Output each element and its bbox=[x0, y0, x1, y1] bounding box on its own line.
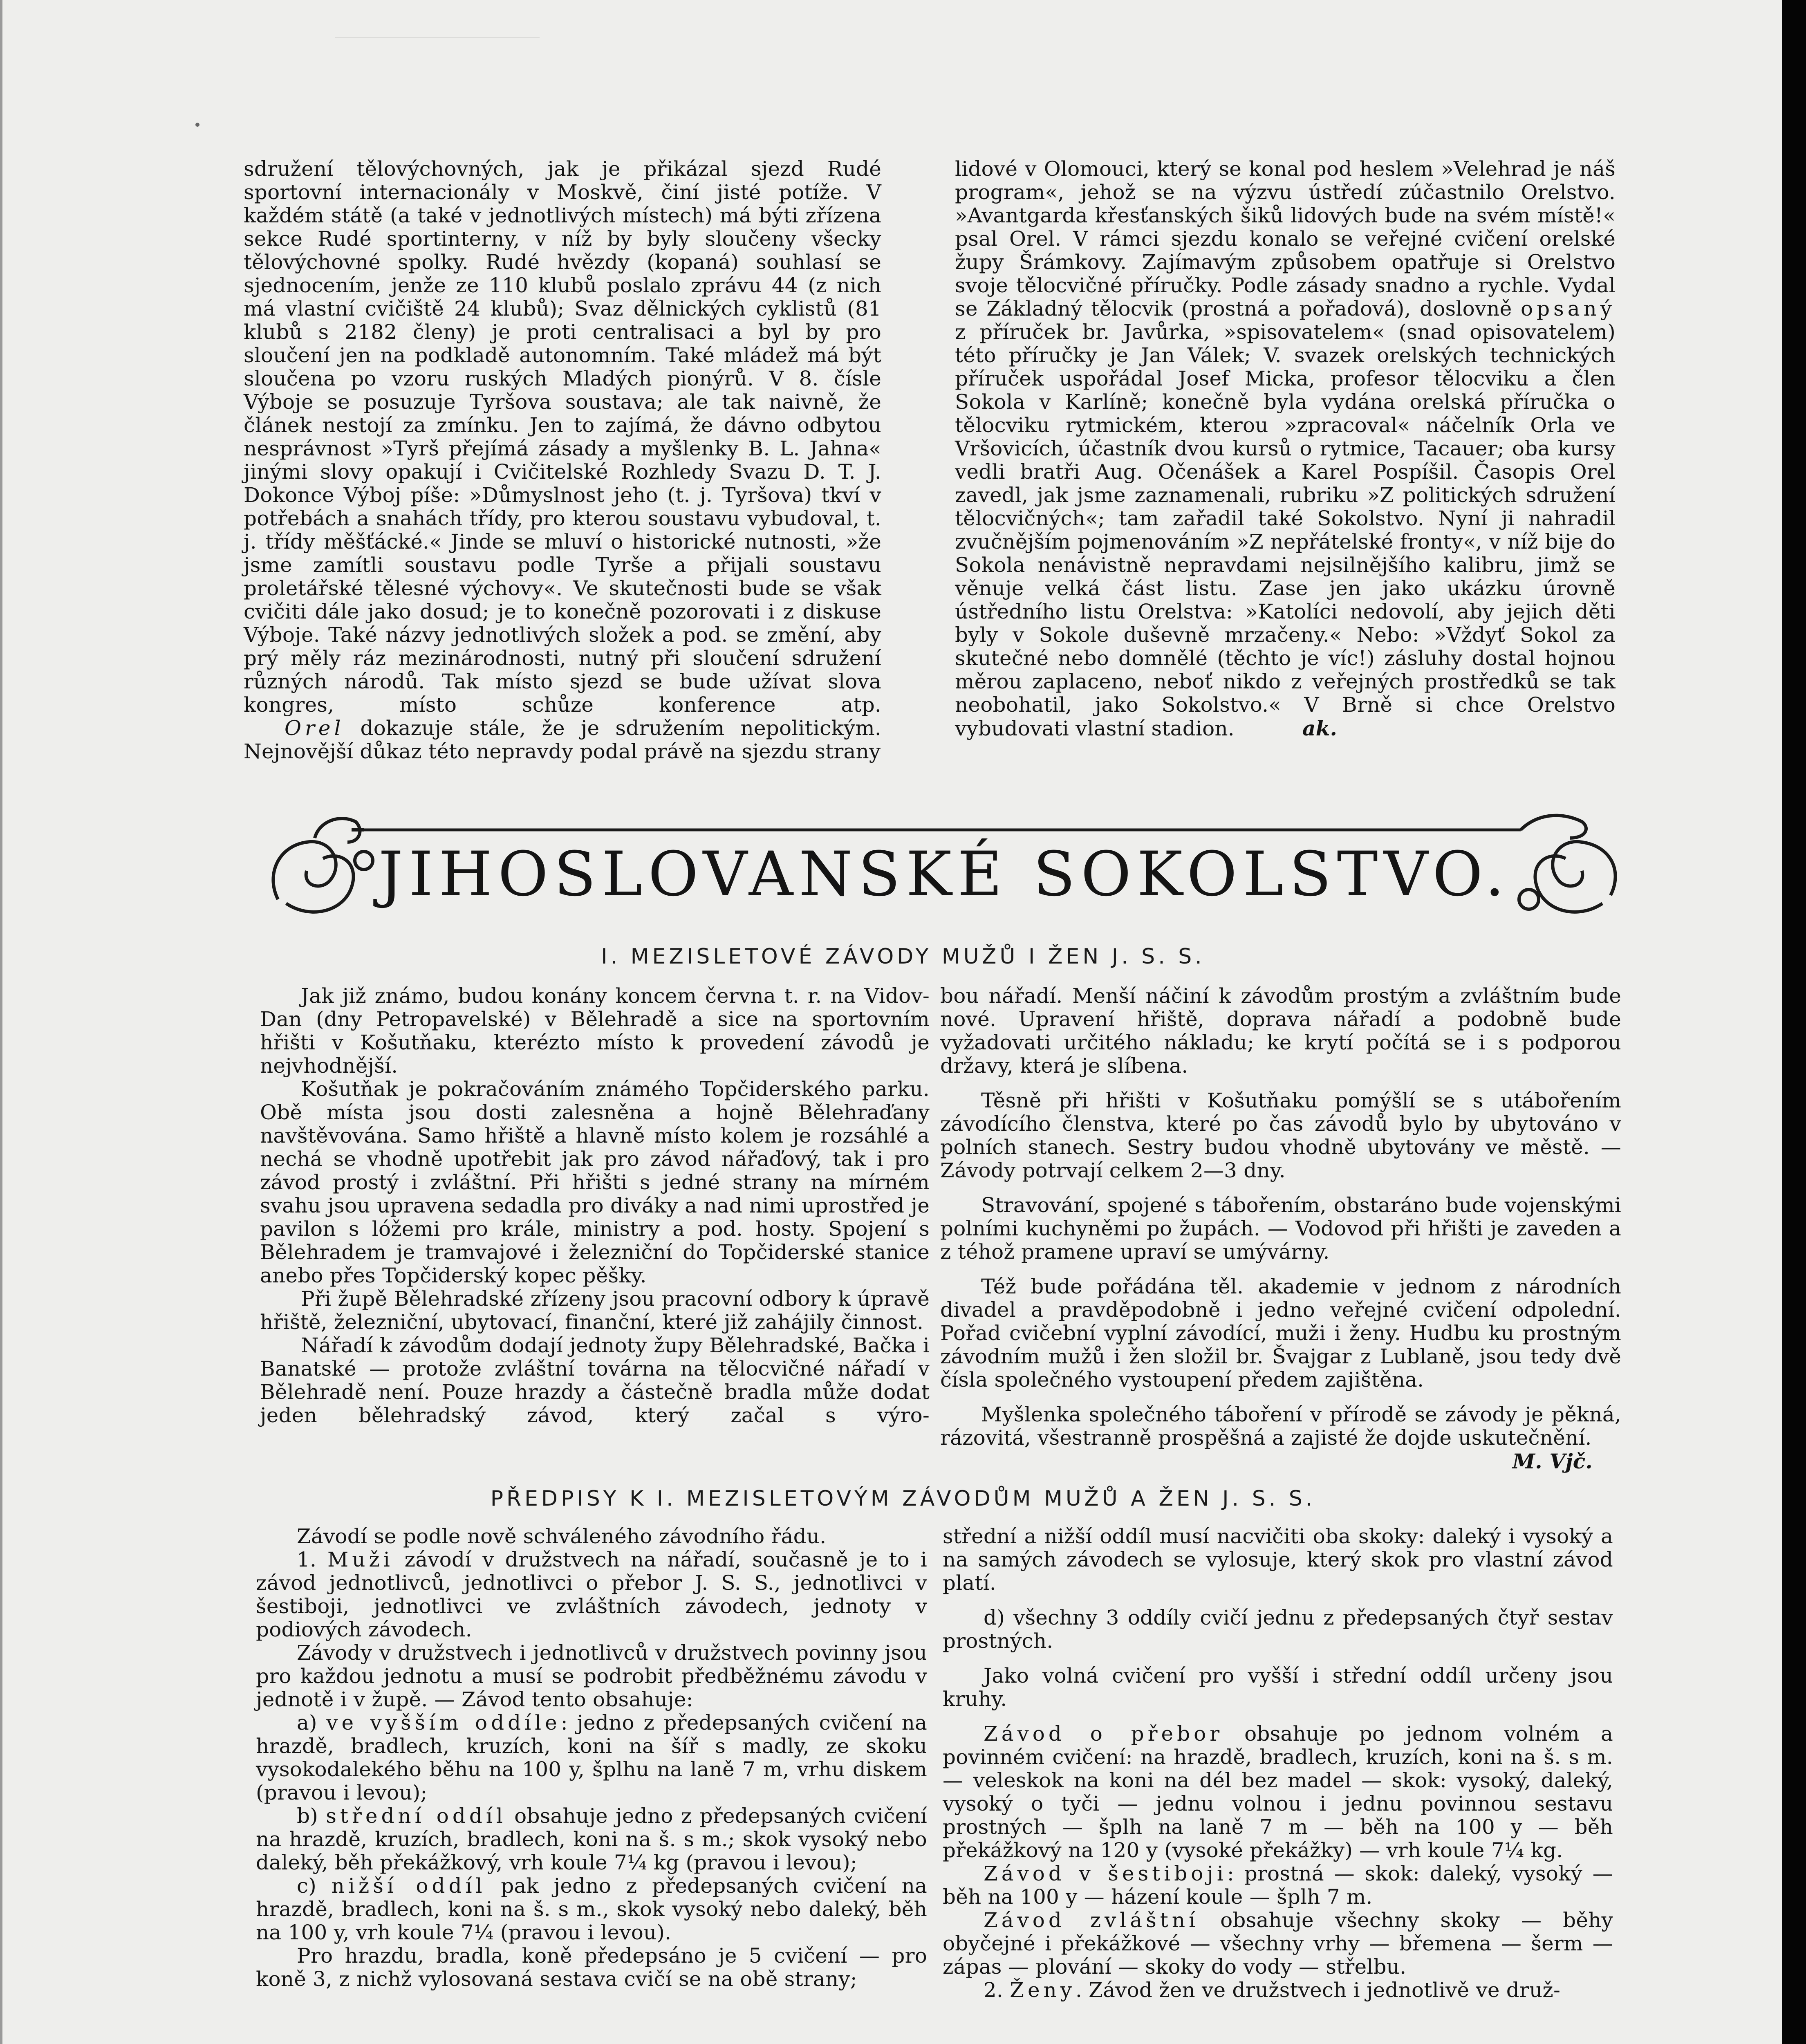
para-text: závodí v družstvech na nářadí, současně je to i závod jednotlivců, jednotlivci o přebor J. S. S., jednotlivci v šestiboji, jednotlivci ve zvláštních závodech, jednoty v podiových závodech. bbox=[256, 1548, 927, 1641]
item-label: b) bbox=[297, 1804, 326, 1828]
para-text: pak jedno z předepsaných cvičení na hrazdě, bradlech, koni na š. s m., skok vysoký nebo daleký, běh na 100 y, vrh koule 7¼ (pravou i levou). bbox=[256, 1874, 928, 1944]
spaced-term: nižší oddíl bbox=[331, 1874, 486, 1898]
section2-paragraph bbox=[256, 1804, 927, 1874]
item-label: c) bbox=[297, 1874, 332, 1898]
top-right-spaced-word: opsaný bbox=[1520, 297, 1616, 320]
spaced-term: Závod zvláštní bbox=[984, 1908, 1199, 1932]
section2-paragraph bbox=[943, 1909, 1613, 1979]
top-left-orel-paragraph bbox=[244, 717, 881, 763]
section2-paragraph: Závodí se podle nově schváleného závodního řádu. bbox=[297, 1524, 827, 1548]
right-leaf-icon bbox=[1519, 816, 1616, 912]
top-left-column bbox=[244, 157, 881, 763]
item-label: a) bbox=[297, 1711, 327, 1735]
section1-paragraph: Stravování, spojené s tábořením, obstaráno bude vojenskými polními kuchyněmi po župách. — Vodovod při hřišti je zaveden a z téhož pramene upraví se umývárny. bbox=[940, 1193, 1621, 1264]
signature-line bbox=[940, 1450, 1621, 1473]
section-banner bbox=[262, 814, 1627, 928]
para-text: obsahuje všechny skoky — běhy obyčejné i překážkové — všechny vrhy — břemena — šerm — zápas — plování — skoky do vody — střelbu. bbox=[943, 1908, 1613, 1979]
section-heading: PŘEDPISY K I. MEZISLETOVÝM ZÁVODŮM MUŽŮ A ŽEN J. S. S. bbox=[490, 1486, 1316, 1511]
top-right-column bbox=[955, 157, 1616, 740]
spaced-term: Závod o přebor bbox=[984, 1722, 1223, 1746]
section1-paragraph: Myšlenka společného táboření v přírodě se závody je pěkná, rázovitá, všestranně prospěšná a zajisté že dojde uskutečnění. bbox=[940, 1403, 1621, 1450]
section2-paragraph: d) všechny 3 oddíly cvičí jednu z předepsaných čtyř sestav prostných. bbox=[943, 1606, 1613, 1653]
section-heading: I. MEZISLETOVÉ ZÁVODY MUŽŮ I ŽEN J. S. S. bbox=[601, 944, 1205, 969]
section1-signature: M. Vjč. bbox=[1512, 1449, 1593, 1473]
section2-paragraph: Závody v družstvech i jednotlivců v družstvech povinny jsou pro každou jednotu a musí se podrobit předběžnému závodu v jednotě i v župě. — Závod tento obsahuje: bbox=[256, 1641, 927, 1711]
top-left-paragraph: sdružení tělovýchovných, jak je přikázal sjezd Rudé sportovní internacionály v Moskvě, činí jisté potíže. V každém státě (a také v jednotlivých místech) má býti zřízena sekce Rudé sportinterny, v níž by byly sloučeny všecky tělovýchovné spolky. Rudé hvězdy (kopaná) souhlasí se sjednocením, jenže ze 110 klubů poslalo zprávu 44 (z nich má vlastní cvičiště 24 klubů); Svaz dělnických cyklistů (81 klubů s 2182 členy) je proti centralisaci a byl by pro sloučení jen na podkladě autonomním. Také mládež má být sloučena po vzoru ruských Mladých pionýrů. V 8. čísle Výboje se posuzuje Tyršova soustava; ale tak naivně, že článek nestojí za zmínku. Jen to zajímá, že dávno odbytou nesprávnost »Tyrš přejímá zásady a myšlenky B. L. Jahna« jinými slovy opakují i Cvičitelské Rozhledy Svazu D. T. J. Dokonce Výboj píše: »Důmyslnost jeho (t. j. Tyršova) tkví v potřebách a snahách třídy, pro kterou soustavu vybudoval, t. j. třídy měšťácké.« Jinde se mluví o historické nutnosti, »že jsme zamítli soustavu podle Tyrše a přijali soustavu proletářské tělesné výchovy«. Ve skutečnosti bude se však cvičiti dále jako dosud; je to konečně pozorovati i z diskuse Výboje. Také názvy jednotlivých složek a pod. se změní, aby prý měly ráz mezinárodnosti, nutný při sloučení sdružení různých národů. Tak místo sjezd se bude užívat slova kongres, místo schůze konference atp. bbox=[244, 157, 881, 717]
section2-paragraph: Pro hrazdu, bradla, koně předepsáno je 5 cvičení — pro koně 3, z nichž vylosovaná sestava cvičí se na obě strany; bbox=[256, 1944, 927, 1991]
banner-title: JIHOSLOVANSKÉ SOKOLSTVO. bbox=[378, 839, 1510, 910]
top-right-text-b: z příruček br. Javůrka, »spisovatelem« (snad opisovatelem) této příručky je Jan Válek; V. svazek orelských technických příruček uspořádal Josef Micka, profesor tělocviku a člen Sokola v Karlíně; konečně byla vydána orelská příručka o tělocviku rytmickém, kterou »zpracoval« náčelník Orla ve Vršovicích, účastník dvou kursů o rytmice, Tacauer; oba kursy vedli bratři Aug. Očenášek a Karel Pospíšil. Časopis Orel zavedl, jak jsme zaznamenali, rubriku »Z politických sdružení tělocvičných«; tam zařadil také Sokolstvo. Nyní ji nahradil zvučnějším pojmenováním »Z nepřátelské fronty«, v níž bije do Sokola nenávistně nepravdami nejsilnějšího kalibru, jimž se věnuje velká část listu. Zase jen jako ukázku úrovně ústředního listu Orelstva: »Katolíci nedovolí, aby jejich děti byly v Sokole duševně mrzačeny.« Nebo: »Vždyť Sokol za skutečné nebo domnělé (těchto je víc!) zásluhy dostal hojnou měrou zaplaceno, neboť nikdo z veřejných prostředků se tak neobohatil, jako Sokolstvo.« V Brně si chce Orelstvo vybudovati vlastní stadion. bbox=[955, 320, 1616, 740]
section1-paragraph: Jak již známo, budou konány koncem června t. r. na Vidov-Dan (dny Petropavelské) v Bělehradě a sice na sportovním hřišti v Košutňaku, kterézto místo k provedení závodů je nejvhodnější. bbox=[260, 984, 930, 1078]
para-text: . Závod žen ve družstvech i jednotlivě ve druž- bbox=[1075, 1978, 1561, 2002]
section1-paragraph: Nářadí k závodům dodají jednoty župy Bělehradské, Bačka i Banatské — protože zvláštní továrna na tělocvičné nářadí v Bělehradě není. Pouze hrazdy a částečně bradla může dodat jeden bělehradský závod, který začal s výro- bbox=[260, 1334, 930, 1427]
section2-paragraph bbox=[256, 1711, 927, 1804]
orel-text: dokazuje stále, že je sdružením nepolitickým. Nejnovější důkaz této nepravdy podal právě na sjezdu strany bbox=[244, 716, 881, 763]
spaced-term: střední oddíl bbox=[326, 1804, 506, 1828]
top-right-text-a: lidové v Olomouci, který se konal pod heslem »Velehrad je náš program«, jehož se na výzvu ústředí zúčastnilo Orelstvo. »Avantgarda křesťanských šiků lidových bude na svém místě!« psal Orel. V rámci sjezdu konalo se veřejné cvičení orelské župy Šrámkovy. Zajímavým způsobem opatřuje si Orelstvo svoje tělocvičné příručky. Podle zásady snadno a rychle. Vydal se Základný tělocvik (prostná a pořadová), doslovně bbox=[955, 157, 1616, 320]
spaced-term: Ženy bbox=[1010, 1978, 1076, 2002]
section2-paragraph bbox=[256, 1874, 927, 1944]
section2-paragraph bbox=[256, 1548, 927, 1641]
para-text: : jedno z předepsaných cvičení na hrazdě, bradlech, kruzích, koni na šíř s madly, ze skoku vysokodalekého běhu na 100 y, šplhu na laně 7 m, vrhu diskem (pravou i levou); bbox=[256, 1711, 927, 1804]
spaced-term: Závod v šestiboji bbox=[984, 1862, 1227, 1885]
para-number: 1. bbox=[297, 1548, 328, 1571]
section1-paragraph: bou nářadí. Menší náčiní k závodům prostým a zvláštním bude nové. Upravení hřiště, doprava nářadí a podobně bude vyžadovati určitého nákladu; ke krytí počítá se i s podporou državy, která je slíbena. bbox=[940, 984, 1621, 1078]
top-right-signature: ak. bbox=[1302, 716, 1338, 740]
section1-left-column bbox=[260, 984, 930, 1427]
section2-paragraph bbox=[943, 1979, 1613, 2002]
para-number: 2. bbox=[984, 1978, 1010, 2002]
top-right-paragraph bbox=[955, 157, 1616, 740]
para-text: obsahuje po jednom volném a povinném cvičení: na hrazdě, bradlech, kruzích, koni na š. s m. — veleskok na koni na dél bez madel — skok: vysoký, daleký, vysoký o tyči — jednu volnou i jednu povinnou sestavu prostných — šplh na laně 7 m — běh na 100 y — běh překážkový na 120 y (vysoké překážky) — vrh koule 7¼ kg. bbox=[943, 1722, 1613, 1862]
spaced-term: Muži bbox=[327, 1548, 394, 1571]
section1-paragraph: Košutňak je pokračováním známého Topčiderského parku. Obě místa jsou dosti zalesněna a hojně Bělehraďany navštěvována. Samo hřiště a hlavně místo kolem je rozsáhlé a nechá se vhodně upotřebit jak pro závod nářaďový, tak i pro závod prostý i zvláštní. Při hřišti s jedné strany na mírném svahu jsou upravena sedadla pro diváky a nad nimi uprostřed je pavilon s lóžemi pro krále, ministry a pod. hosty. Spojení s Bělehradem je tramvajové i železniční do Topčiderské stanice anebo přes Topčiderský kopec pěšky. bbox=[260, 1077, 930, 1287]
scan-speck bbox=[195, 123, 199, 127]
scan-edge-left bbox=[0, 0, 2, 2044]
section2-paragraph: střední a nižší oddíl musí nacvičiti oba skoky: daleký i vysoký a na samých závodech se vylosuje, který skok pro vlastní závod platí. bbox=[943, 1524, 1613, 1595]
para-text: : prostná — skok: daleký, vysoký — běh na 100 y — házení koule — šplh 7 m. bbox=[943, 1862, 1613, 1909]
section2-right-column bbox=[943, 1525, 1613, 2002]
para-text: obsahuje jedno z předepsaných cvičení na hrazdě, kruzích, bradlech, koni na š. s m.; skok vysoký nebo daleký, běh překážkový, vrh koule 7¼ kg (pravou i levou); bbox=[256, 1804, 927, 1874]
section2-paragraph: Jako volná cvičení pro vyšší i střední oddíl určeny jsou kruhy. bbox=[943, 1664, 1613, 1711]
section1-paragraph: Těsně při hřišti v Košutňaku pomýšlí se s utábořením závodícího členstva, které po čas závodů bylo by ubytováno v polních stanech. Sestry budou vhodně ubytovány ve městě. — Závody potrvají celkem 2—3 dny. bbox=[940, 1089, 1621, 1182]
spaced-term: ve vyšším oddíle bbox=[326, 1711, 561, 1735]
section2-paragraph bbox=[943, 1722, 1613, 1862]
banner-ornament bbox=[262, 814, 1627, 928]
scan-edge-right bbox=[1782, 0, 1806, 2044]
section1-paragraph: Též bude pořádána těl. akademie v jednom z národních divadel a pravděpodobně i jedno veřejné cvičení odpolední. Pořad cvičební vyplní závodící, muži i ženy. Hudbu ku prostným závodním mužů i žen složil br. Švajgar z Lublaně, jsou tedy dvě čísla společného vystoupení předem zajištěna. bbox=[940, 1275, 1621, 1392]
orel-word: Orel bbox=[285, 716, 345, 740]
section2-left-column bbox=[256, 1525, 927, 1991]
section1-right-column bbox=[940, 984, 1621, 1473]
scan-mark bbox=[335, 0, 540, 38]
left-leaf-icon bbox=[273, 818, 373, 912]
section2-paragraph bbox=[943, 1862, 1613, 1909]
section1-paragraph: Při župě Bělehradské zřízeny jsou pracovní odbory k úpravě hřiště, železniční, ubytovací, finanční, které již zahájily činnost. bbox=[260, 1287, 930, 1334]
